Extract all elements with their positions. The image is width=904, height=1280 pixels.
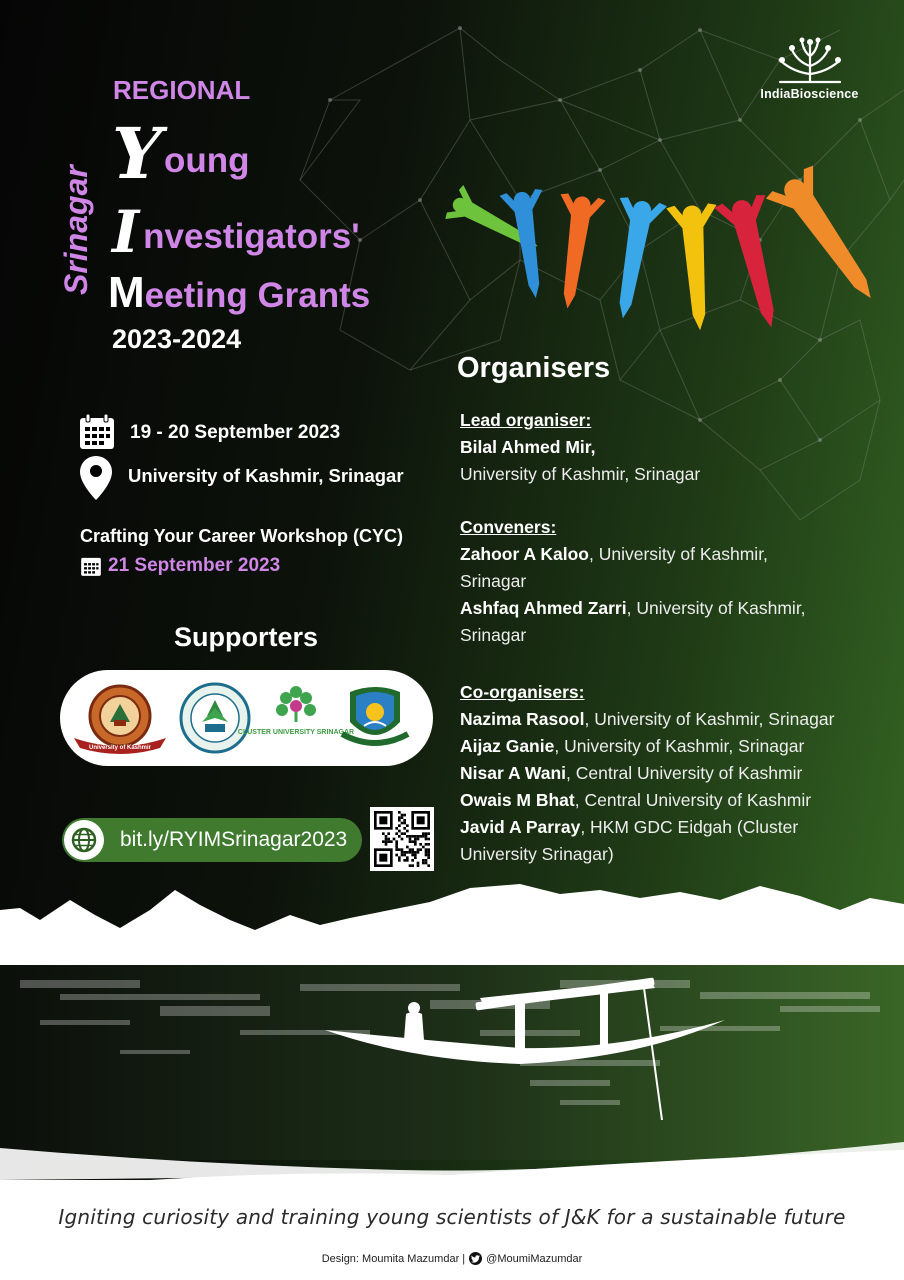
event-venue: University of Kashmir, Srinagar <box>128 465 404 486</box>
design-credit <box>0 1252 904 1265</box>
cluster-logo-text: CLUSTER UNIVERSITY SRINAGAR <box>237 729 355 736</box>
title-i-initial: I <box>112 198 140 266</box>
college-emblem-icon <box>342 682 408 754</box>
people-figures-graphic <box>430 160 880 360</box>
central-university-kashmir-seal-icon <box>178 682 252 754</box>
location-pin-icon <box>80 456 112 500</box>
title-years: 2023-2024 <box>112 324 242 354</box>
university-of-kashmir-seal-icon <box>70 680 170 756</box>
cluster-university-logo-icon <box>237 684 355 754</box>
title-regional: REGIONAL <box>113 75 251 105</box>
globe-icon <box>64 820 104 860</box>
person-name: Javid A Parray <box>460 817 581 837</box>
coorganisers-section <box>460 679 890 868</box>
event-dates: 19 - 20 September 2023 <box>130 422 341 443</box>
supporters-logo-panel <box>60 670 433 766</box>
person-affiliation: , University of Kashmir, Srinagar <box>554 736 805 756</box>
list-item <box>460 595 860 649</box>
conveners-section <box>460 514 880 649</box>
twitter-handle[interactable]: @MoumiMazumdar <box>486 1252 583 1265</box>
tree-icon <box>774 36 846 84</box>
person-affiliation: , Central University of Kashmir <box>574 790 812 810</box>
tagline: Igniting curiosity and training young scientists of J&K for a sustainable future <box>58 1205 846 1229</box>
person-affiliation: , University of Kashmir, Srinagar <box>584 709 835 729</box>
person-figure-4 <box>599 196 667 323</box>
person-figure-3 <box>545 192 606 311</box>
title-young <box>112 112 250 195</box>
person-name: Nisar A Wani <box>460 763 566 783</box>
designer-name: Design: Moumita Mazumdar | <box>321 1252 466 1265</box>
list-item <box>460 760 890 787</box>
list-item <box>460 814 860 868</box>
organisers-heading: Organisers <box>457 352 611 384</box>
workshop-title: Crafting Your Career Workshop (CYC) <box>80 526 404 546</box>
workshop-date: 21 September 2023 <box>108 555 281 576</box>
person-name: Owais M Bhat <box>460 790 575 810</box>
person-figure-7 <box>765 164 895 315</box>
person-figure-6 <box>714 193 797 334</box>
indiabioscience-logo <box>752 36 867 101</box>
calendar-icon <box>78 413 116 451</box>
title-y-initial: Y <box>112 112 162 195</box>
title-m-rest: eeting Grants <box>144 276 371 315</box>
title-meeting <box>108 268 370 318</box>
lead-organiser-affiliation: University of Kashmir, Srinagar <box>460 464 701 484</box>
workshop-calendar-icon <box>80 555 102 577</box>
link-url[interactable]: bit.ly/RYIMSrinagar2023 <box>120 828 348 851</box>
registration-link[interactable] <box>62 818 362 862</box>
person-affiliation: , HKM GDC Eidgah (Cluster University Srinagar) <box>460 817 799 864</box>
lead-organiser-section <box>460 407 790 488</box>
lead-organiser-name: Bilal Ahmed Mir, <box>460 437 596 457</box>
supporters-heading: Supporters <box>174 622 319 652</box>
list-item <box>460 733 890 760</box>
list-item <box>460 541 820 595</box>
logo-wordmark: IndiaBioscience <box>760 87 859 101</box>
person-figure-2 <box>499 188 557 301</box>
conveners-label: Conveners: <box>460 517 557 537</box>
person-name: Nazima Rasool <box>460 709 585 729</box>
list-item <box>460 787 890 814</box>
qr-code[interactable] <box>370 807 434 871</box>
title-investigators <box>112 198 360 266</box>
twitter-icon <box>469 1252 482 1265</box>
person-name: Aijaz Ganie <box>460 736 555 756</box>
coorganisers-label: Co-organisers: <box>460 682 585 702</box>
person-name: Ashfaq Ahmed Zarri <box>460 598 627 618</box>
title-y-rest: oung <box>163 141 250 180</box>
person-affiliation: , Central University of Kashmir <box>566 763 803 783</box>
person-affiliation: , University of Kashmir, Srinagar <box>460 598 806 645</box>
title-i-rest: nvestigators' <box>143 217 360 256</box>
person-figure-5 <box>666 203 725 332</box>
title-m-initial: M <box>108 268 145 317</box>
list-item <box>460 706 890 733</box>
person-name: Zahoor A Kaloo <box>460 544 589 564</box>
seal-text: University of Kashmir <box>88 745 152 751</box>
person-affiliation: , University of Kashmir, Srinagar <box>460 544 768 591</box>
title-city: Srinagar <box>58 165 94 295</box>
lead-organiser-label: Lead organiser: <box>460 410 592 430</box>
